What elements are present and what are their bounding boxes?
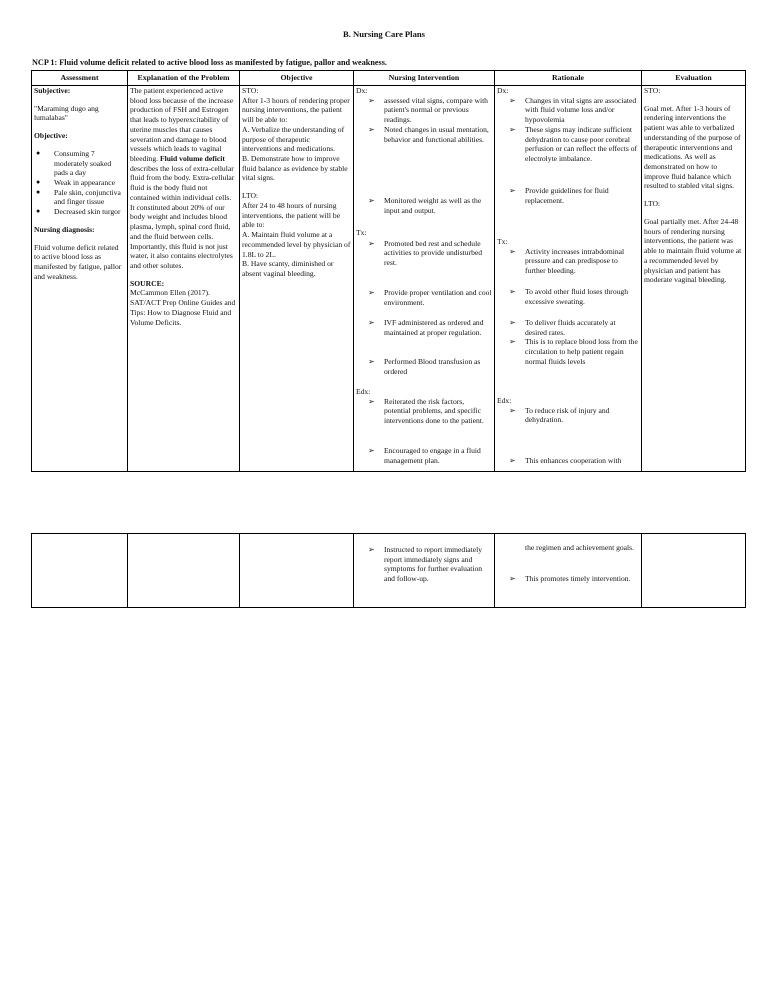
list-item: ➢ Changes in vital signs are associated with fluid volume loss and/or hypovolemia xyxy=(509,96,639,125)
intervention-edx-label: Edx: xyxy=(356,387,371,396)
diagnosis-text: Fluid volume deficit related to active blood loss as manifested by fatigue, pallor and weakness. xyxy=(34,242,122,281)
source-label: SOURCE: xyxy=(130,278,165,288)
sto-intro: After 1-3 hours of rendering proper nursing interventions, the patient will be able to: xyxy=(242,95,350,125)
subjective-quote: "Maraming dugo ang lumalabas" xyxy=(34,103,99,123)
evaluation-header: Evaluation xyxy=(642,71,745,86)
intervention-header: Nursing Intervention xyxy=(354,71,494,86)
lto-intro: After 24 to 48 hours of nursing interventions, the patient will be able to: xyxy=(242,200,341,230)
list-item: ➢ Performed Blood transfusion as ordered xyxy=(368,357,492,376)
assessment-header: Assessment xyxy=(32,71,127,86)
list-item: ● Consuming 7 moderately soaked pads a day xyxy=(34,149,125,178)
evaluation-sto-label: STO: xyxy=(644,86,661,95)
list-item: ➢ Activity increases intrabdominal pressure and can predispose to further bleeding. xyxy=(509,247,639,276)
care-plan-table xyxy=(31,70,746,472)
evaluation-cell xyxy=(642,85,745,471)
assessment-cell xyxy=(32,85,127,471)
rationale-header: Rationale xyxy=(495,71,641,86)
explanation-part-1: The patient experienced active blood loss because of the increase production of FSH and Estrogen that leads to hyperexcitability of uterine muscles that causes severation and damage to blood vessels which leads to vaginal bleeding. xyxy=(130,86,234,164)
objective-column-continued xyxy=(240,534,354,607)
lto-a: A. Maintain fluid volume at a recommended level by physician of 1.8L to 2L. xyxy=(242,230,351,259)
rationale-cell xyxy=(495,85,641,471)
explanation-bold-term: Fluid volume deficit xyxy=(159,154,225,164)
evaluation-sto-text: Goal met. After 1-3 hours of rendering interventions the patient was able to verbalized understanding of the purpose of therapeutic interventions and medications. As well as demonstrated on how to improve fluid balance which resulted to stabled vital signs. xyxy=(644,103,741,191)
lto-label: LTO: xyxy=(242,191,259,201)
diagnosis-label: Nursing diagnosis: xyxy=(34,224,95,234)
evaluation-column xyxy=(642,71,745,471)
explanation-cell xyxy=(128,85,239,471)
rationale-column-continued xyxy=(495,534,642,607)
evaluation-column-continued xyxy=(642,534,745,607)
intervention-dx-label: Dx: xyxy=(356,86,368,95)
rationale-column xyxy=(495,71,642,471)
list-item: ➢ Reiterated the risk factors, potential problems, and specific interventions done to the patient. xyxy=(368,397,492,426)
objective-label: Objective: xyxy=(34,131,68,141)
list-item: ➢ To reduce risk of injury and dehydration. xyxy=(509,406,639,425)
list-item: ➢ Encouraged to engage in a fluid management plan. xyxy=(368,446,492,465)
evaluation-lto-text: Goal partially met. After 24-48 hours of rendering nursing interventions, the patient was able to maintain fluid volume at a recommended level by physician and patient has moderate vaginal bleeding. xyxy=(644,216,742,285)
explanation-column-continued xyxy=(128,534,240,607)
intervention-column-continued xyxy=(354,534,495,607)
sto-b: B. Demonstrate how to improve fluid balance as evidence by stable vital signs. xyxy=(242,154,348,183)
rationale-dx-label: Dx: xyxy=(497,86,509,95)
list-item: ➢ Promoted bed rest and schedule activities to provide undisturbed rest. xyxy=(368,239,492,268)
evaluation-lto-label: LTO: xyxy=(644,199,661,209)
list-item: ➢ Provide proper ventilation and cool environment. xyxy=(368,288,492,307)
list-item: ➢ Provide guidelines for fluid replacement. xyxy=(509,186,639,205)
list-item: ➢ This promotes timely intervention. xyxy=(509,574,639,584)
intervention-tx-label: Tx: xyxy=(356,228,367,237)
objective-list xyxy=(34,149,125,217)
list-item: ➢ This enhances cooperation with xyxy=(509,456,639,466)
section-heading: B. Nursing Care Plans xyxy=(343,29,425,39)
list-item: ➢ Noted changes in usual mentation, behavior and functional abilities. xyxy=(368,125,492,144)
sto-label: STO: xyxy=(242,86,259,95)
list-item: ➢ These signs may indicate sufficient dehydration to cause poor cerebral perfusion or can reflect the effects of electrolyte imbalance. xyxy=(509,125,639,164)
explanation-part-2: describes the loss of extra-cellular fluid from the body. Extra-cellular fluid is the body fluid not contained within individual cells. It constituted about 20% of our body weight and includes blood plasma, lymph, spinal cord fluid, and the fluid between cells. Importantly, this fluid is not just water, it also contains electrolytes and other solutes. xyxy=(130,163,235,270)
list-item: ➢ Monitored weight as well as the input and output. xyxy=(368,196,492,215)
list-item: ● Decreased skin turgor xyxy=(34,207,125,217)
sto-a: A. Verbalize the understanding of purpose of therapeutic interventions and medications. xyxy=(242,124,345,154)
list-item: ● Weak in appearance xyxy=(34,178,125,188)
intervention-cell xyxy=(354,85,494,471)
rationale-continued-text: the regimen and achievement goals. xyxy=(525,542,635,552)
rationale-edx-label: Edx: xyxy=(497,396,512,405)
list-item: ➢ assessed vital signs, compare with patient's normal or previous readings. xyxy=(368,96,492,125)
assessment-column-continued xyxy=(32,534,128,607)
intervention-column xyxy=(354,71,495,471)
list-item: ➢ To avoid other fluid loses through excessive sweating. xyxy=(509,287,639,306)
explanation-text xyxy=(130,86,237,271)
care-plan-table-continued xyxy=(31,533,746,608)
explanation-header: Explanation of the Problem xyxy=(128,71,239,86)
rationale-tx-label: Tx: xyxy=(497,237,508,246)
objective-column xyxy=(240,71,354,471)
assessment-column xyxy=(32,71,128,471)
objective-cell xyxy=(240,85,353,471)
list-item: ➢ To deliver fluids accurately at desired rates. xyxy=(509,318,639,337)
objective-header: Objective xyxy=(240,71,353,86)
ncp-title: NCP 1: Fluid volume deficit related to active blood loss as manifested by fatigue, pallor and weakness. xyxy=(32,58,387,67)
subjective-label: Subjective: xyxy=(34,86,71,95)
explanation-column xyxy=(128,71,240,471)
list-item: ➢ This is to replace blood loss from the circulation to help patient regain normal fluids levels xyxy=(509,337,639,366)
source-text: McCammon Ellen (2017). SAT/ACT Prep Online Guides and Tips: How to Diagnose Fluid and Volume Deficits. xyxy=(130,288,236,327)
list-item: ➢ IVF administered as ordered and maintained at proper regulation. xyxy=(368,318,492,337)
lto-b: B. Have scanty, diminished or absent vaginal bleeding. xyxy=(242,259,334,278)
list-item: ➢ Instructed to report immediately report immediately signs and symptoms for further evaluation and follow-up. xyxy=(368,545,492,584)
list-item: ● Pale skin, conjunctiva and finger tissue xyxy=(34,188,125,207)
